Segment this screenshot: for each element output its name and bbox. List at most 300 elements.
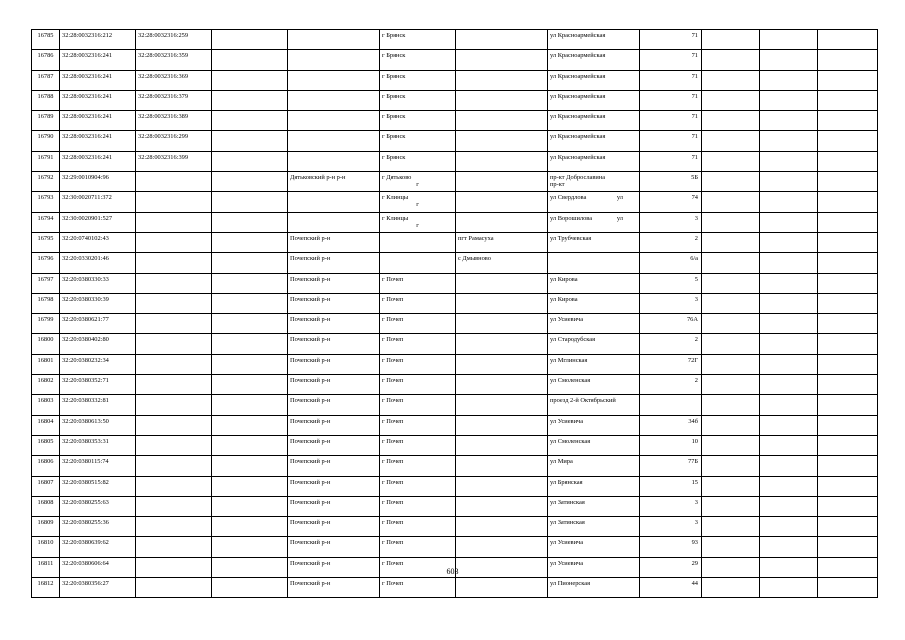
district-cell: Почепский р-н [288,435,380,455]
record-number-cell: 16798 [32,293,60,313]
parent-cadastral-number-cell [136,232,212,252]
street-name: проезд 2-й Октябрьский [550,397,616,405]
record-number-cell: 16802 [32,375,60,395]
empty-cell [760,578,818,598]
district-cell: Почепский р-н [288,375,380,395]
parent-cadastral-number-cell [136,578,212,598]
empty-cell [702,537,760,557]
house-number-cell: 72Г [640,354,702,374]
house-number-cell: 2 [640,232,702,252]
district-cell: Почепский р-н [288,415,380,435]
city-name: г Клинцы [382,214,409,222]
table-row [32,172,878,192]
empty-cell [212,232,288,252]
street-cell [548,90,640,110]
city-cell [380,30,456,50]
house-number-cell: 71 [640,151,702,171]
cadastral-number-cell: 32:20:0380621:77 [60,314,136,334]
empty-cell [212,354,288,374]
street-cell [548,517,640,537]
empty-cell [212,578,288,598]
cadastral-number-cell: 32:28:0032316:212 [60,30,136,50]
street-name: ул Красноармейская [550,133,606,141]
record-number-cell: 16795 [32,232,60,252]
table-row [32,435,878,455]
cadastral-number-cell: 32:28:0032316:241 [60,70,136,90]
parent-cadastral-number-cell [136,354,212,374]
street-name: пр-кт Доброславина [550,174,606,182]
district-cell: Почепский р-н [288,354,380,374]
empty-cell [760,375,818,395]
empty-cell [760,50,818,70]
city-name: г Почеп [382,478,404,486]
street-cell [548,212,640,232]
empty-cell [760,232,818,252]
empty-cell [702,111,760,131]
parent-cadastral-number-cell [136,456,212,476]
record-number-cell: 16801 [32,354,60,374]
locality-cell [456,456,548,476]
record-number-cell: 16808 [32,496,60,516]
locality-cell [456,172,548,192]
empty-cell [760,517,818,537]
locality-cell [456,578,548,598]
empty-cell [818,537,878,557]
cadastral-number-cell: 32:20:0380515:82 [60,476,136,496]
house-number-cell: 71 [640,90,702,110]
empty-cell [212,537,288,557]
district-cell: Почепский р-н [288,253,380,273]
district-cell [288,131,380,151]
city-name: г Брянск [382,153,406,161]
parent-cadastral-number-cell [136,334,212,354]
empty-cell [818,90,878,110]
empty-cell [760,172,818,192]
table-row [32,232,878,252]
table-row [32,496,878,516]
city-cell [380,253,456,273]
street-cell [548,293,640,313]
city-name: г Почеп [382,539,404,547]
district-cell [288,192,380,212]
street-name: ул Затинская [550,519,585,527]
record-number-cell: 16786 [32,50,60,70]
district-cell: Почепский р-н [288,456,380,476]
table-row [32,375,878,395]
house-number-cell [640,395,702,415]
empty-cell [760,151,818,171]
district-cell [288,90,380,110]
parent-cadastral-number-cell [136,496,212,516]
empty-cell [760,70,818,90]
empty-cell [212,172,288,192]
empty-cell [760,131,818,151]
city-cell [380,578,456,598]
table-row [32,476,878,496]
empty-cell [212,273,288,293]
table-row [32,70,878,90]
city-name: г Почеп [382,397,404,405]
district-cell: Почепский р-н [288,537,380,557]
street-type-suffix: ул [616,194,623,202]
district-cell: Почепский р-н [288,232,380,252]
empty-cell [818,131,878,151]
record-number-cell: 16797 [32,273,60,293]
street-name: ул Красноармейская [550,153,606,161]
empty-cell [818,70,878,90]
empty-cell [760,476,818,496]
empty-cell [702,70,760,90]
city-type-suffix: г [416,181,419,189]
empty-cell [818,517,878,537]
city-name: г Почеп [382,295,404,303]
record-number-cell: 16796 [32,253,60,273]
city-cell [380,232,456,252]
district-cell: Почепский р-н [288,476,380,496]
locality-cell [456,476,548,496]
registry-table [31,29,878,598]
empty-cell [702,151,760,171]
district-cell [288,70,380,90]
parent-cadastral-number-cell [136,273,212,293]
street-name: ул Красноармейская [550,113,606,121]
empty-cell [760,537,818,557]
district-cell: Почепский р-н [288,273,380,293]
cadastral-number-cell: 32:20:0380639:62 [60,537,136,557]
empty-cell [212,192,288,212]
table-row [32,537,878,557]
house-number-cell: 3 [640,517,702,537]
parent-cadastral-number-cell [136,435,212,455]
city-cell [380,192,456,212]
locality-cell [456,496,548,516]
locality-cell [456,273,548,293]
record-number-cell: 16800 [32,334,60,354]
empty-cell [818,354,878,374]
parent-cadastral-number-cell [136,395,212,415]
empty-cell [702,375,760,395]
record-number-cell: 16806 [32,456,60,476]
cadastral-number-cell: 32:20:0380330:33 [60,273,136,293]
city-cell [380,131,456,151]
table-row [32,253,878,273]
record-number-cell: 16807 [32,476,60,496]
record-number-cell: 16792 [32,172,60,192]
street-cell [548,172,640,192]
empty-cell [702,253,760,273]
record-number-cell: 16794 [32,212,60,232]
street-name: ул Красноармейская [550,32,606,39]
street-cell [548,354,640,374]
empty-cell [702,232,760,252]
empty-cell [702,90,760,110]
parent-cadastral-number-cell: 32:28:0032316:379 [136,90,212,110]
city-name: г Брянск [382,32,406,39]
table-row [32,131,878,151]
empty-cell [760,30,818,50]
empty-cell [702,578,760,598]
parent-cadastral-number-cell [136,314,212,334]
street-cell [548,415,640,435]
empty-cell [760,293,818,313]
city-cell [380,50,456,70]
cadastral-number-cell: 32:28:0032316:241 [60,50,136,70]
empty-cell [818,50,878,70]
locality-cell [456,314,548,334]
street-cell [548,578,640,598]
street-name: ул Усиевича [550,316,584,324]
empty-cell [702,131,760,151]
record-number-cell: 16788 [32,90,60,110]
record-number-cell: 16804 [32,415,60,435]
empty-cell [760,415,818,435]
empty-cell [702,456,760,476]
parent-cadastral-number-cell [136,537,212,557]
parent-cadastral-number-cell [136,293,212,313]
empty-cell [818,456,878,476]
house-number-cell: 29 [640,557,702,577]
cadastral-number-cell: 32:20:0380332:81 [60,395,136,415]
empty-cell [212,435,288,455]
street-name: ул Усиевича [550,417,584,425]
city-cell [380,435,456,455]
empty-cell [818,192,878,212]
house-number-cell: 2 [640,375,702,395]
city-name: г Брянск [382,113,406,121]
cadastral-number-cell: 32:20:0330201:46 [60,253,136,273]
street-cell [548,50,640,70]
empty-cell [760,435,818,455]
empty-cell [760,354,818,374]
table-row [32,90,878,110]
city-name: г Почеп [382,559,404,567]
locality-cell [456,111,548,131]
parent-cadastral-number-cell [136,253,212,273]
empty-cell [818,273,878,293]
empty-cell [212,415,288,435]
empty-cell [702,273,760,293]
street-name: ул Усиевича [550,559,584,567]
empty-cell [702,212,760,232]
house-number-cell: 3 [640,496,702,516]
locality-cell [456,415,548,435]
parent-cadastral-number-cell [136,517,212,537]
city-cell [380,456,456,476]
locality-cell [456,192,548,212]
empty-cell [702,172,760,192]
cadastral-number-cell: 32:20:0380255:36 [60,517,136,537]
street-cell [548,375,640,395]
empty-cell [818,314,878,334]
house-number-cell: 44 [640,578,702,598]
empty-cell [212,151,288,171]
empty-cell [212,476,288,496]
empty-cell [818,496,878,516]
empty-cell [760,212,818,232]
table-row [32,456,878,476]
district-cell [288,151,380,171]
city-name: г Почеп [382,580,404,588]
empty-cell [702,50,760,70]
empty-cell [818,151,878,171]
table-row [32,314,878,334]
record-number-cell: 16789 [32,111,60,131]
cadastral-number-cell: 32:28:0032316:241 [60,151,136,171]
city-name: г Брянск [382,72,406,80]
empty-cell [702,293,760,313]
district-cell: Почепский р-н [288,557,380,577]
empty-cell [818,476,878,496]
city-name: г Брянск [382,133,406,141]
city-cell [380,375,456,395]
locality-cell [456,50,548,70]
empty-cell [212,375,288,395]
city-type-suffix: г [416,201,419,209]
city-name: г Почеп [382,498,404,506]
district-cell [288,50,380,70]
empty-cell [212,90,288,110]
district-cell: Почепский р-н [288,314,380,334]
city-name: г Почеп [382,316,404,324]
street-name: ул Свердлова [550,194,587,202]
city-name: г Почеп [382,437,404,445]
street-type-line: пр-кт [550,181,565,189]
record-number-cell: 16810 [32,537,60,557]
city-name: г Почеп [382,519,404,527]
table-row [32,578,878,598]
street-cell [548,395,640,415]
record-number-cell: 16811 [32,557,60,577]
cadastral-number-cell: 32:20:0380352:71 [60,375,136,395]
registry-rows [32,30,878,598]
empty-cell [212,212,288,232]
house-number-cell: 74 [640,192,702,212]
cadastral-number-cell: 32:30:0020901:527 [60,212,136,232]
street-name: ул Мглинская [550,356,588,364]
street-name: ул Усиевича [550,539,584,547]
district-cell [288,30,380,50]
street-name: ул Затинская [550,498,585,506]
table-row [32,30,878,50]
empty-cell [760,90,818,110]
empty-cell [818,232,878,252]
empty-cell [702,314,760,334]
cadastral-number-cell: 32:20:0380606:64 [60,557,136,577]
empty-cell [702,30,760,50]
locality-cell [456,537,548,557]
street-type-suffix: ул [616,214,623,222]
house-number-cell: 3 [640,212,702,232]
record-number-cell: 16793 [32,192,60,212]
street-cell [548,30,640,50]
empty-cell [818,30,878,50]
empty-cell [702,395,760,415]
district-cell [288,212,380,232]
street-cell [548,273,640,293]
city-name: г Почеп [382,417,404,425]
locality-cell [456,334,548,354]
empty-cell [818,293,878,313]
city-cell [380,517,456,537]
city-cell [380,293,456,313]
locality-cell [456,395,548,415]
city-cell [380,212,456,232]
empty-cell [212,496,288,516]
city-cell [380,496,456,516]
parent-cadastral-number-cell [136,476,212,496]
table-row [32,212,878,232]
empty-cell [702,496,760,516]
street-cell [548,537,640,557]
table-row [32,111,878,131]
street-cell [548,232,640,252]
record-number-cell: 16812 [32,578,60,598]
table-row [32,151,878,171]
parent-cadastral-number-cell: 32:28:0032316:389 [136,111,212,131]
table-row [32,293,878,313]
house-number-cell: 71 [640,70,702,90]
street-name: ул Пионерская [550,580,591,588]
house-number-cell: 10 [640,435,702,455]
locality-cell [456,517,548,537]
table-row [32,192,878,212]
empty-cell [212,50,288,70]
record-number-cell: 16791 [32,151,60,171]
empty-cell [760,111,818,131]
district-cell: Почепский р-н [288,334,380,354]
street-name: ул Кирова [550,295,578,303]
city-cell [380,395,456,415]
street-cell [548,192,640,212]
house-number-cell: 3 [640,293,702,313]
empty-cell [702,192,760,212]
cadastral-number-cell: 32:28:0032316:241 [60,131,136,151]
street-cell [548,334,640,354]
house-number-cell: 71 [640,30,702,50]
street-name: ул Смоленская [550,437,591,445]
city-cell [380,70,456,90]
record-number-cell: 16803 [32,395,60,415]
locality-cell [456,151,548,171]
record-number-cell: 16809 [32,517,60,537]
house-number-cell: 71 [640,111,702,131]
street-cell [548,151,640,171]
district-cell: Почепский р-н [288,578,380,598]
locality-cell: пгт Рамасуха [456,232,548,252]
table-row [32,50,878,70]
empty-cell [702,334,760,354]
empty-cell [818,253,878,273]
street-cell [548,476,640,496]
cadastral-number-cell: 32:30:0020711:372 [60,192,136,212]
parent-cadastral-number-cell [136,172,212,192]
street-cell [548,70,640,90]
city-cell [380,172,456,192]
street-name: ул Красноармейская [550,92,606,100]
empty-cell [760,496,818,516]
empty-cell [212,517,288,537]
cadastral-number-cell: 32:28:0032316:241 [60,111,136,131]
empty-cell [760,192,818,212]
city-cell [380,273,456,293]
street-name: ул Ворошилова [550,214,593,222]
table-row [32,395,878,415]
empty-cell [818,334,878,354]
table-row [32,415,878,435]
cadastral-number-cell: 32:20:0380353:31 [60,435,136,455]
empty-cell [702,415,760,435]
city-cell [380,314,456,334]
